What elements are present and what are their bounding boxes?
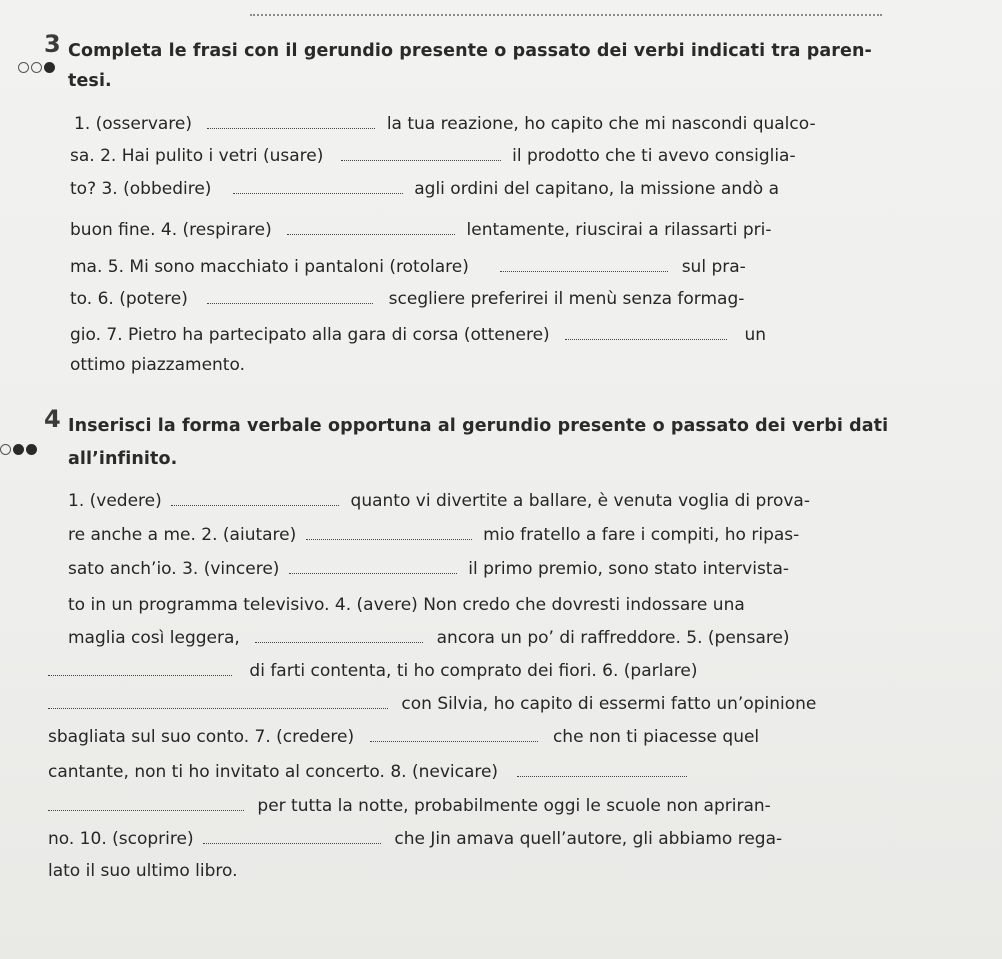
ex3-line-7 (70, 322, 766, 348)
answer-blank[interactable] (370, 725, 538, 742)
top-dotted-rule (250, 14, 882, 16)
ex4-line-6 (48, 658, 697, 684)
ex4-line-10 (48, 793, 771, 819)
ex4-line-1-start: 1. (vedere) (68, 491, 162, 511)
answer-blank[interactable] (48, 692, 388, 709)
ex4-line-10-end: per tutta la notte, probabilmente oggi le scuole non apriran- (257, 796, 771, 816)
ex4-line-5-end: ancora un po’ di raffreddore. 5. (pensare) (436, 628, 790, 648)
ex4-line-2 (68, 522, 799, 548)
ex4-line-2-start: re anche a me. 2. (aiutare) (68, 525, 297, 545)
ex3-line-6-end: scegliere preferirei il menù senza formag- (388, 289, 745, 309)
ex4-line-11-end: che Jin amava quell’autore, gli abbiamo rega- (394, 829, 783, 849)
ex3-line-6-start: to. 6. (potere) (70, 289, 188, 309)
ex3-line-4-end: lentamente, riuscirai a rilassarti pri- (466, 220, 772, 240)
ex4-line-11-start: no. 10. (scoprire) (48, 829, 194, 849)
ex3-line-8: ottimo piazzamento. (70, 355, 245, 375)
answer-blank[interactable] (287, 218, 455, 235)
answer-blank[interactable] (565, 323, 727, 340)
ex4-line-1-end: quanto vi divertite a ballare, è venuta voglia di prova- (350, 491, 810, 511)
answer-blank[interactable] (341, 144, 501, 161)
ex4-line-8-start: sbagliata sul suo conto. 7. (credere) (48, 727, 355, 747)
ex3-line-3 (70, 176, 779, 202)
exercise-4-title-line-1: Inserisci la forma verbale opportuna al gerundio presente o passato dei verbi dati (68, 416, 889, 436)
ex4-line-7 (48, 691, 816, 717)
answer-blank[interactable] (517, 760, 687, 777)
ex3-line-7-end: un (744, 325, 767, 345)
ex4-line-8 (48, 724, 759, 750)
ex3-line-6 (70, 286, 744, 312)
ex4-line-11 (48, 826, 782, 852)
answer-blank[interactable] (233, 177, 403, 194)
ex3-line-4-start: buon fine. 4. (respirare) (70, 220, 272, 240)
ex4-line-12: lato il suo ultimo libro. (48, 861, 238, 881)
ex3-line-1-end: la tua reazione, ho capito che mi nascondi qualco- (386, 114, 816, 134)
answer-blank[interactable] (255, 626, 423, 643)
answer-blank[interactable] (203, 827, 381, 844)
answer-blank[interactable] (171, 489, 339, 506)
ex4-line-2-end: mio fratello a fare i compiti, ho ripas- (483, 525, 800, 545)
ex3-line-7-start: gio. 7. Pietro ha partecipato alla gara di corsa (ottenere) (70, 325, 550, 345)
ex4-line-5-start: maglia così leggera, (68, 628, 240, 648)
ex4-line-3-start: sato anch’io. 3. (vincere) (68, 559, 280, 579)
ex4-line-1 (68, 488, 810, 514)
ex4-line-4: to in un programma televisivo. 4. (avere) Non credo che dovresti indossare una (68, 595, 745, 615)
ex4-line-9-start: cantante, non ti ho invitato al concerto. 8. (nevicare) (48, 762, 499, 782)
answer-blank[interactable] (207, 287, 373, 304)
ex4-line-3-end: il primo premio, sono stato intervista- (468, 559, 790, 579)
exercise-4-title-line-2: all’infinito. (68, 449, 178, 469)
answer-blank[interactable] (289, 557, 457, 574)
answer-blank[interactable] (48, 659, 232, 676)
exercise-3-title-line-1: Completa le frasi con il gerundio presente o passato dei verbi indicati tra paren- (68, 41, 872, 61)
ex4-line-7-end: con Silvia, ho capito di essermi fatto un’opinione (401, 694, 817, 714)
ex3-line-5-start: ma. 5. Mi sono macchiato i pantaloni (rotolare) (70, 257, 469, 277)
difficulty-dots-icon (0, 444, 37, 455)
answer-blank[interactable] (207, 112, 375, 129)
ex3-line-5 (70, 254, 746, 280)
ex3-line-3-end: agli ordini del capitano, la missione andò a (414, 179, 780, 199)
ex4-line-6-end: di farti contenta, ti ho comprato dei fiori. 6. (parlare) (249, 661, 698, 681)
ex3-line-2 (70, 143, 796, 169)
exercise-3-title-line-2: tesi. (68, 71, 112, 91)
ex3-line-3-start: to? 3. (obbedire) (70, 179, 212, 199)
ex3-line-4 (70, 217, 771, 243)
difficulty-dots-icon (18, 62, 55, 73)
answer-blank[interactable] (306, 523, 472, 540)
answer-blank[interactable] (48, 794, 244, 811)
ex3-line-2-end: il prodotto che ti avevo consiglia- (512, 146, 796, 166)
answer-blank[interactable] (500, 255, 668, 272)
ex3-line-2-start: sa. 2. Hai pulito i vetri (usare) (70, 146, 324, 166)
ex3-line-1-start: 1. (osservare) (74, 114, 193, 134)
ex4-line-9 (48, 759, 687, 785)
ex3-line-5-end: sul pra- (681, 257, 746, 277)
exercise-4-number: 4 (44, 405, 61, 433)
ex4-line-5 (68, 625, 790, 651)
ex3-line-1 (74, 111, 816, 137)
exercise-3-number: 3 (44, 30, 61, 58)
ex4-line-3 (68, 556, 789, 582)
ex4-line-8-end: che non ti piacesse quel (552, 727, 760, 747)
